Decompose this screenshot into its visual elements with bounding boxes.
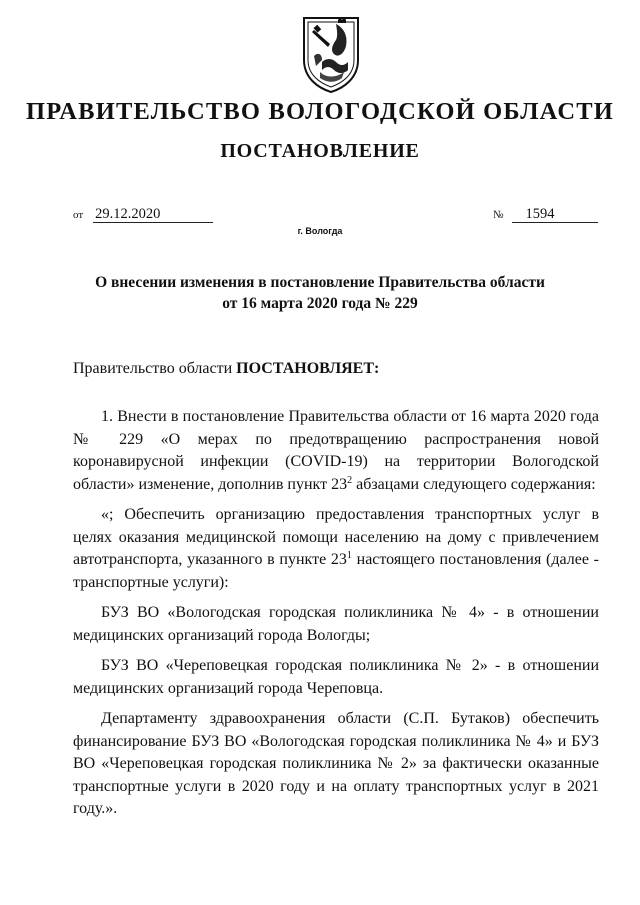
number-value: 1594: [512, 206, 598, 223]
number-label: №: [493, 209, 504, 221]
paragraph-1-text-a: 1. Внести в постановление Правительства области от 16 марта 2020 года № 229 «О мерах по предотвращению распространения новой коронавирусной инфекции (COVID-19) на территории Вологодской области» изменение, дополнив пункт 23: [73, 408, 599, 493]
preamble-text: Правительство области: [73, 360, 237, 377]
paragraph-3: БУЗ ВО «Вологодская городская поликлиника № 4» - в отношении медицинских организаций города Вологды;: [73, 604, 599, 644]
document-subject: [0, 272, 640, 314]
paragraph-4: БУЗ ВО «Череповецкая городская поликлиника № 2» - в отношении медицинских организаций города Череповца.: [73, 657, 599, 697]
document-body: [73, 406, 599, 829]
paragraph-2-text-b: настоящего постановления (далее - транспортные услуги):: [73, 551, 599, 591]
preamble-bold: ПОСТАНОВЛЯЕТ:: [236, 360, 380, 377]
date-label: от: [73, 209, 84, 221]
number-field: [493, 206, 598, 223]
government-title: ПРАВИТЕЛЬСТВО ВОЛОГОДСКОЙ ОБЛАСТИ: [25, 98, 615, 125]
paragraph-1-superscript: 2: [347, 474, 353, 486]
document-type: ПОСТАНОВЛЕНИЕ: [220, 140, 420, 162]
paragraph-1: [73, 406, 599, 496]
coat-of-arms-icon: [300, 14, 362, 94]
paragraph-2-text-a: «; Обеспечить организацию предоставления транспортных услуг в целях оказания медицинской помощи населению на дому с привлечением автотранспорта, указанного в пункте 23: [73, 506, 599, 568]
city-label: г. Вологда: [297, 226, 343, 236]
paragraph-2-superscript: 1: [346, 550, 352, 561]
paragraph-1-text-b: абзацами следующего содержания:: [352, 475, 596, 493]
subject-line-2: от 16 марта 2020 года № 229: [222, 295, 418, 312]
paragraph-2: [73, 504, 599, 594]
subject-line-1: О внесении изменения в постановление Правительства области: [95, 274, 545, 291]
preamble: [73, 360, 379, 378]
date-field: [73, 206, 213, 223]
date-value: 29.12.2020: [93, 206, 213, 223]
paragraph-5: Департаменту здравоохранения области (С.П. Бутаков) обеспечить финансирование БУЗ ВО «Вологодская городская поликлиника № 4» и БУЗ ВО «Череповецкая городская поликлиника № 2» за фактически оказанные транспортные услуги в 2020 году и на оплату транспортных услуг в 2021 году.».: [73, 710, 599, 817]
